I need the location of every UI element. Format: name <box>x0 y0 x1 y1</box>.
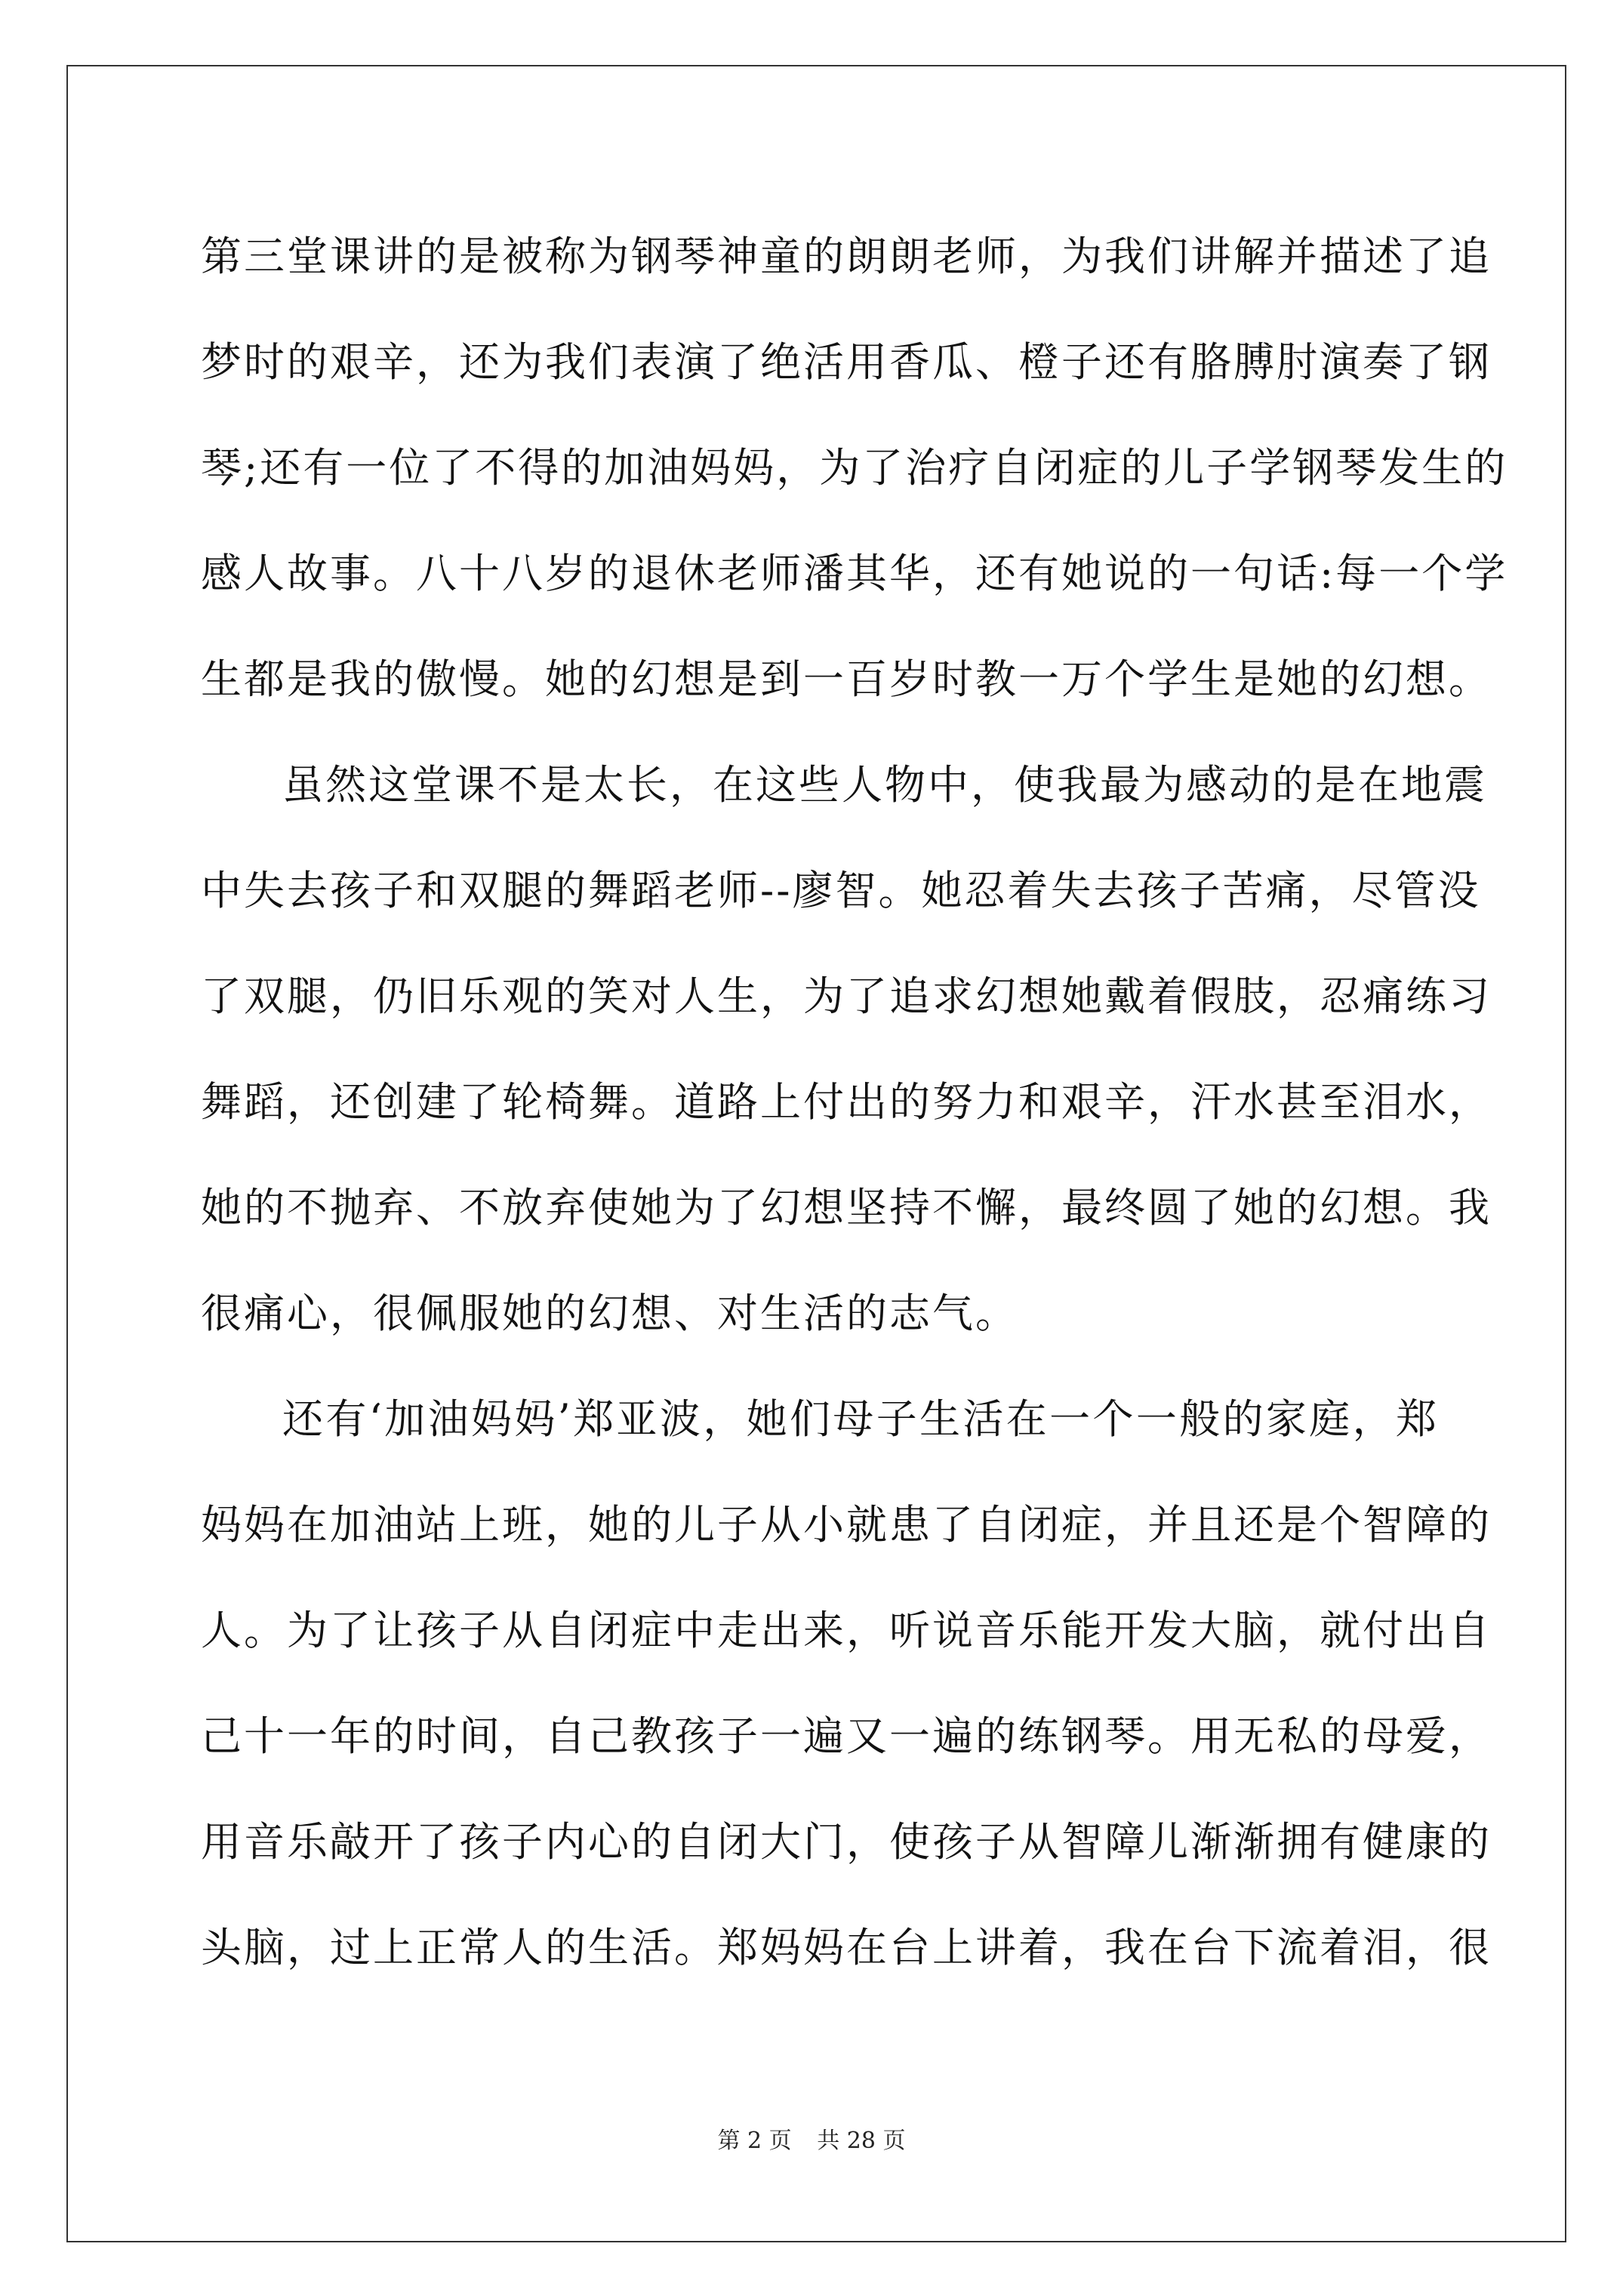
body-text-line: 妈妈在加油站上班，她的儿子从小就患了自闭症，并且还是个智障的 <box>201 1501 1492 1549</box>
body-text-line: 了双腿，仍旧乐观的笑对人生，为了追求幻想她戴着假肢，忍痛练习 <box>201 972 1492 1020</box>
body-text-line: 虽然这堂课不是太长，在这些人物中，使我最为感动的是在地震 <box>282 761 1487 809</box>
body-text-line: 还有‘加油妈妈’郑亚波，她们母子生活在一个一般的家庭，郑 <box>282 1395 1439 1443</box>
body-text-line: 感人故事。八十八岁的退休老师潘其华，还有她说的一句话:每一个学 <box>201 550 1508 597</box>
body-text-line: 梦时的艰辛，还为我们表演了绝活用香瓜、橙子还有胳膊肘演奏了钢 <box>201 338 1492 386</box>
body-text-line: 生都是我的傲慢。她的幻想是到一百岁时教一万个学生是她的幻想。 <box>201 655 1492 703</box>
body-text-line: 己十一年的时间，自己教孩子一遍又一遍的练钢琴。用无私的母爱， <box>201 1712 1492 1760</box>
body-text-line: 中失去孩子和双腿的舞蹈老师--廖智。她忍着失去孩子苦痛，尽管没 <box>201 867 1481 914</box>
body-text-line: 舞蹈，还创建了轮椅舞。道路上付出的努力和艰辛，汗水甚至泪水， <box>201 1078 1492 1126</box>
page-total: 共 28 页 <box>817 2128 906 2154</box>
body-text-line: 头脑，过上正常人的生活。郑妈妈在台上讲着，我在台下流着泪，很 <box>201 1924 1492 1971</box>
page-number: 第 2 页 <box>717 2128 792 2154</box>
body-text-line: 琴;还有一位了不得的加油妈妈，为了治疗自闭症的儿子学钢琴发生的 <box>201 444 1508 492</box>
body-text-line: 很痛心，很佩服她的幻想、对生活的志气。 <box>201 1290 1018 1337</box>
page-footer <box>0 2126 1623 2156</box>
body-text-line: 人。为了让孩子从自闭症中走出来，听说音乐能开发大脑，就付出自 <box>201 1607 1492 1654</box>
body-text-line: 用音乐敲开了孩子内心的自闭大门，使孩子从智障儿渐渐拥有健康的 <box>201 1818 1492 1866</box>
body-text-line: 第三堂课讲的是被称为钢琴神童的朗朗老师，为我们讲解并描述了追 <box>201 233 1492 280</box>
body-text-line: 她的不抛弃、不放弃使她为了幻想坚持不懈，最终圆了她的幻想。我 <box>201 1184 1492 1231</box>
